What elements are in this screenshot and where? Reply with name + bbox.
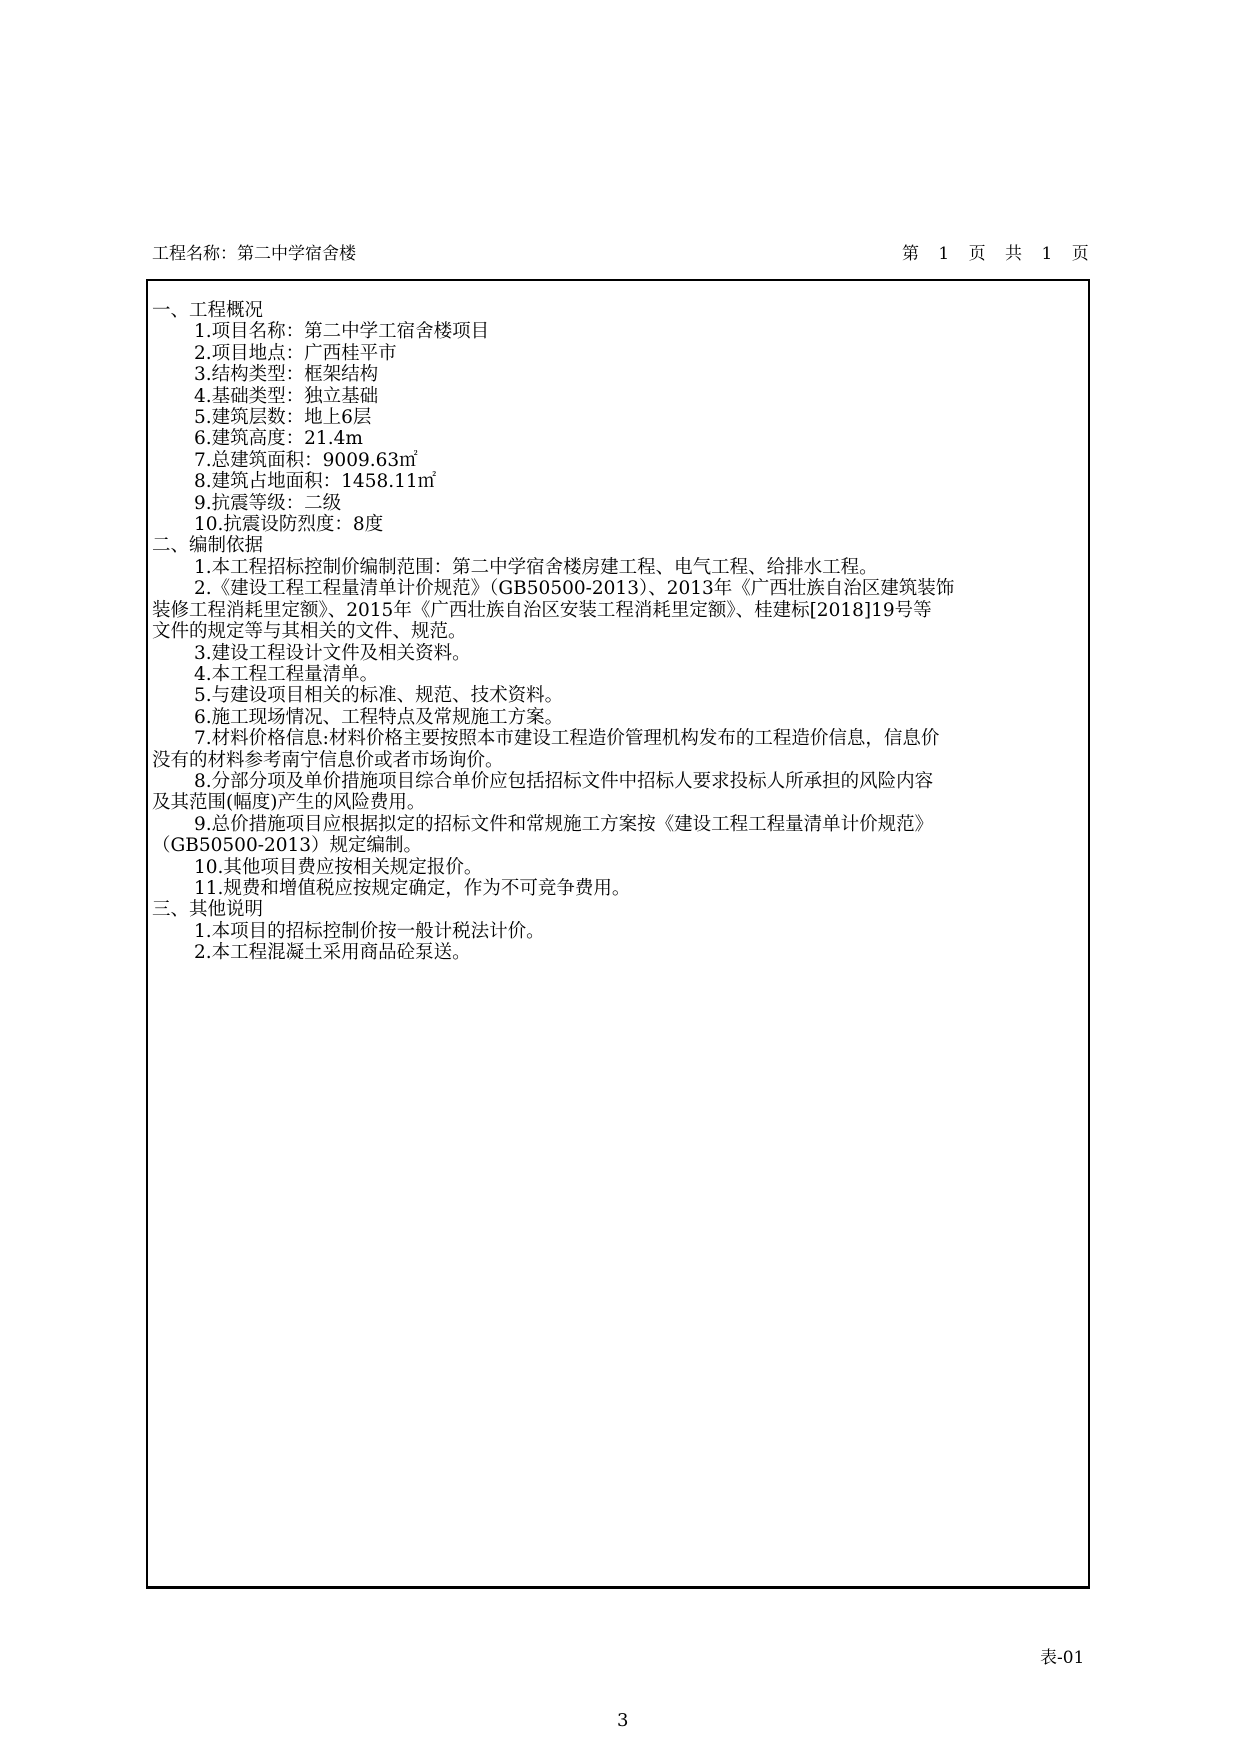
description-line: 2.项目地点：广西桂平市 [194,342,397,364]
description-line: 11.规费和增值税应按规定确定，作为不可竞争费用。 [194,877,631,899]
page-current: 1 [938,244,950,264]
description-line: 6.施工现场情况、工程特点及常规施工方案。 [194,706,564,728]
page-number: 3 [617,1710,629,1731]
table-number: 表-01 [1040,1648,1085,1668]
description-line: 3.结构类型：框架结构 [194,364,379,386]
description-line: 1.项目名称：第二中学工宿舍楼项目 [194,321,490,343]
description-line: 1.本项目的招标控制价按一般计税法计价。 [194,920,545,942]
page-label-2: 页 [968,244,986,264]
description-line: 2.《建设工程工程量清单计价规范》（GB50500-2013）、2013年《广西壮族自治区建筑装饰 [194,578,955,600]
description-line: 装修工程消耗里定额》、2015年《广西壮族自治区安装工程消耗里定额》、桂建标[2018]19号等 [152,599,932,621]
project-name: 工程名称：第二中学宿舍楼 [152,244,356,264]
description-line: 9.抗震等级：二级 [194,492,342,514]
description-line: （GB50500-2013）规定编制。 [152,835,423,857]
description-line: 8.建筑占地面积：1458.11㎡ [194,471,437,493]
description-line: 及其范围(幅度)产生的风险费用。 [152,792,426,814]
section-heading: 三、其他说明 [152,899,264,921]
description-line: 7.总建筑面积：9009.63㎡ [194,449,418,471]
section-heading: 二、编制依据 [152,535,264,557]
description-line: 4.本工程工程量清单。 [194,663,379,685]
page-total: 1 [1041,244,1053,264]
section-heading: 一、工程概况 [152,300,264,321]
description-line: 7.材料价格信息:材料价格主要按照本市建设工程造价管理机构发布的工程造价信息，信息价 [194,728,940,750]
description-line: 6.建筑高度：21.4m [194,428,363,450]
page-label-3: 共 [1005,244,1023,264]
description-line: 5.与建设项目相关的标准、规范、技术资料。 [194,685,564,707]
description-line: 4.基础类型：独立基础 [194,385,379,407]
description-line: 5.建筑层数：地上6层 [194,407,372,429]
description-line: 3.建设工程设计文件及相关资料。 [194,642,471,664]
description-line: 10.抗震设防烈度：8度 [194,514,384,536]
page-label-4: 页 [1071,244,1089,264]
description-line: 8.分部分项及单价措施项目综合单价应包括招标文件中招标人要求投标人所承担的风险内容 [194,770,934,792]
description-line: 9.总价措施项目应根据拟定的招标文件和常规施工方案按《建设工程工程量清单计价规范》 [194,813,934,835]
description-line: 2.本工程混凝土采用商品砼泵送。 [194,942,471,964]
description-content [152,300,1082,964]
description-line: 10.其他项目费应按相关规定报价。 [194,856,483,878]
page-indicator [902,239,1089,264]
description-line: 1.本工程招标控制价编制范围：第二中学宿舍楼房建工程、电气工程、给排水工程。 [194,556,878,578]
page-label-1: 第 [902,244,919,264]
description-line: 文件的规定等与其相关的文件、规范。 [152,621,467,643]
description-line: 没有的材料参考南宁信息价或者市场询价。 [152,749,504,771]
